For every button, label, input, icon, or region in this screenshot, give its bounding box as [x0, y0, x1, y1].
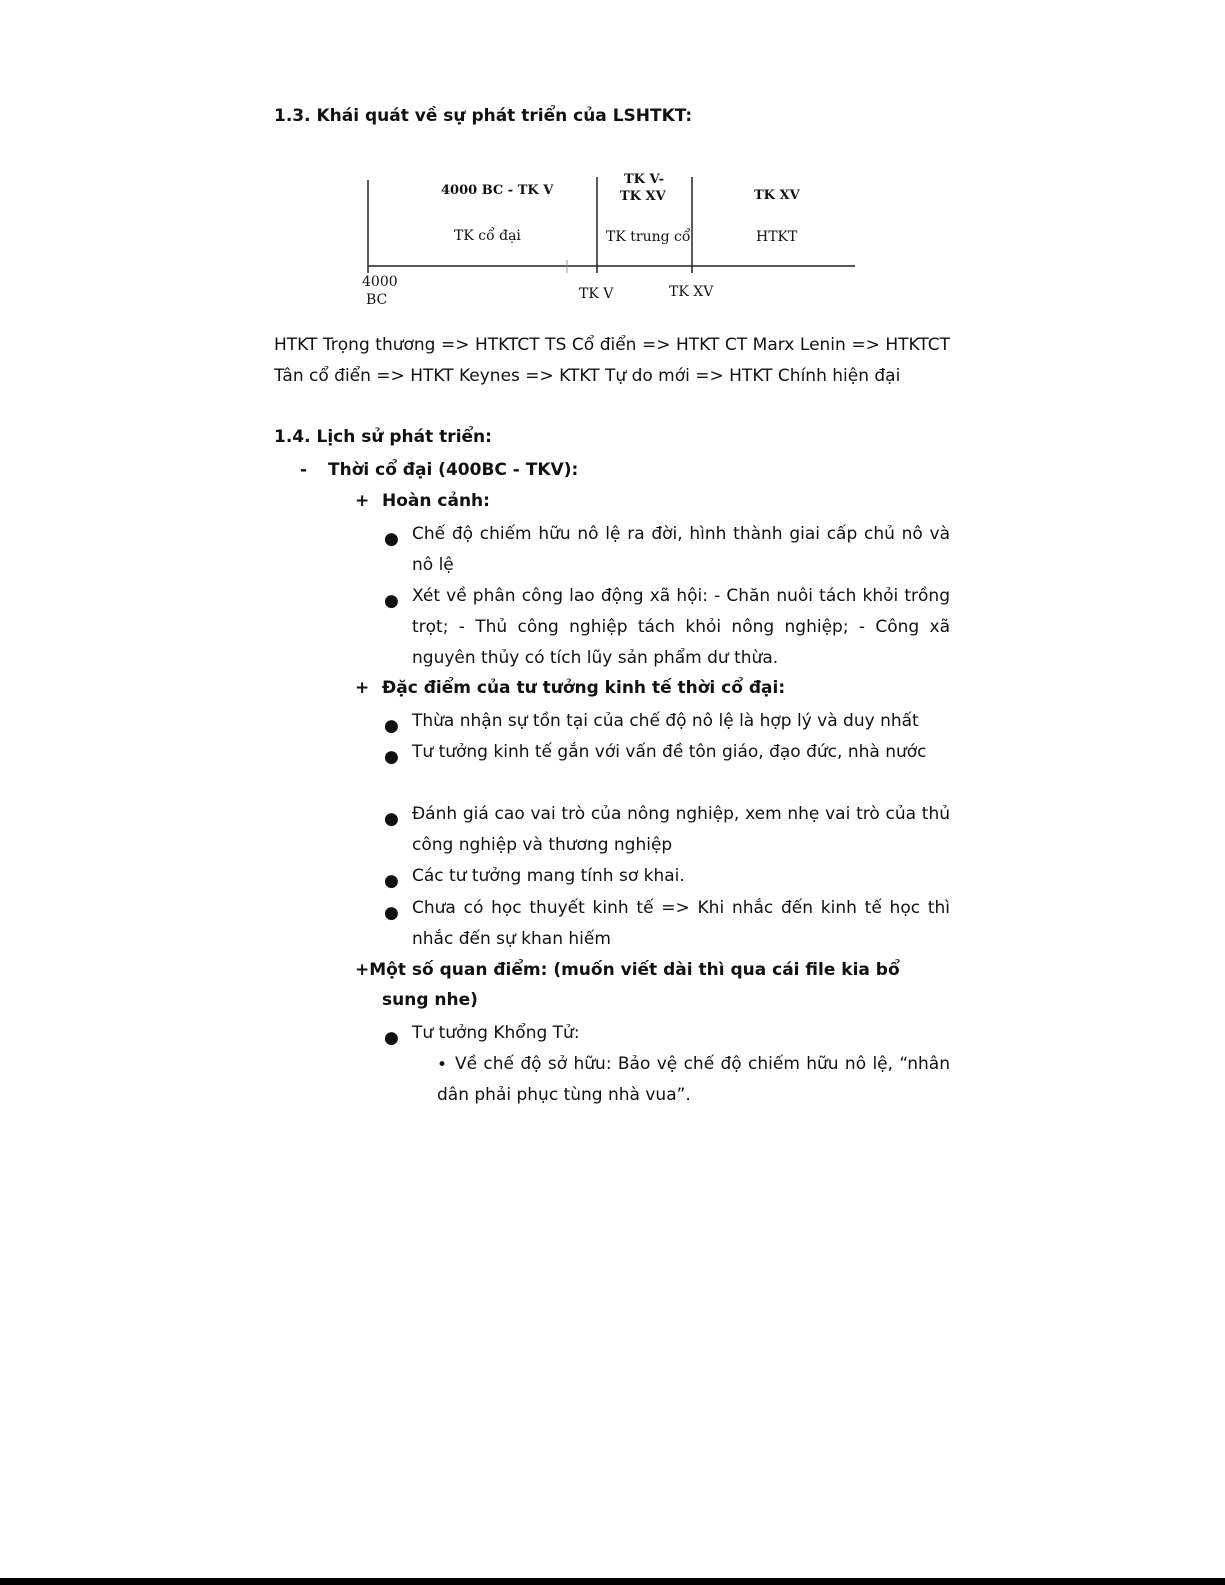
theory-flow-paragraph: HTKT Trọng thương => HTKTCT TS Cổ điển => HTKT CT Marx Lenin => HTKTCT Tân cổ điển => HTKT Keynes => KTKT Tự do mới => HTKT Chính hiện đại	[274, 335, 950, 386]
period-range-medieval-line2: TK XV	[620, 189, 666, 204]
viewpoint-label: Tư tưởng Khổng Tử:	[412, 1023, 580, 1043]
context-item: Xét về phân công lao động xã hội: - Chăn nuôi tách khỏi trồng trọt; - Thủ công nghiệp tách khỏi nông nghiệp; - Công xã nguyên thủy có tích lũy sản phẩm dư thừa.	[412, 586, 950, 668]
bullet-icon: ●	[384, 716, 399, 736]
bullet-icon: ●	[384, 529, 399, 549]
sub-bullet-icon: •	[437, 1055, 448, 1075]
viewpoint-sub-item: Về chế độ sở hữu: Bảo vệ chế độ chiếm hữu nô lệ, “nhân dân phải phục tùng nhà vua”.	[437, 1054, 950, 1105]
period-name-medieval: TK trung cổ	[606, 229, 691, 245]
axis-label-tkv: TK V	[579, 286, 614, 302]
plus-marker: +	[355, 678, 370, 698]
features-heading: Đặc điểm của tư tưởng kinh tế thời cổ đại:	[382, 678, 786, 698]
axis-label-start-line1: 4000	[362, 274, 398, 290]
bullet-icon: ●	[384, 747, 399, 767]
feature-item: Thừa nhận sự tồn tại của chế độ nô lệ là hợp lý và duy nhất	[412, 711, 919, 731]
axis-label-tkxv: TK XV	[669, 284, 714, 300]
plus-marker: +	[355, 491, 370, 511]
period-heading: Thời cổ đại (400BC - TKV):	[328, 460, 579, 480]
feature-item: Các tư tưởng mang tính sơ khai.	[412, 866, 685, 886]
feature-item: Chưa có học thuyết kinh tế => Khi nhắc đến kinh tế học thì nhắc đến sự khan hiếm	[412, 898, 950, 949]
axis-label-start-line2: BC	[366, 292, 388, 308]
bullet-icon: ●	[384, 903, 399, 923]
section-heading-1-4: 1.4. Lịch sử phát triển:	[274, 427, 492, 447]
bullet-icon: ●	[384, 871, 399, 891]
bullet-icon: ●	[384, 1028, 399, 1048]
bullet-icon: ●	[384, 809, 399, 829]
feature-item: Đánh giá cao vai trò của nông nghiệp, xem nhẹ vai trò của thủ công nghiệp và thương nghiệp	[412, 804, 950, 855]
period-range-medieval-line1: TK V-	[624, 172, 665, 187]
period-name-ancient: TK cổ đại	[454, 228, 521, 244]
bullet-icon: ●	[384, 591, 399, 611]
period-name-modern: HTKT	[756, 229, 798, 245]
section-heading-1-3: 1.3. Khái quát về sự phát triển của LSHTKT:	[274, 106, 693, 126]
dash-marker: -	[300, 460, 308, 480]
timeline-diagram	[355, 165, 875, 315]
period-range-ancient: 4000 BC - TK V	[441, 183, 554, 198]
context-item: Chế độ chiếm hữu nô lệ ra đời, hình thành giai cấp chủ nô và nô lệ	[412, 524, 950, 575]
period-range-modern: TK XV	[754, 188, 800, 203]
feature-item: Tư tưởng kinh tế gắn với vấn đề tôn giáo, đạo đức, nhà nước	[412, 742, 927, 762]
context-heading: Hoàn cảnh:	[382, 491, 490, 511]
viewpoints-heading-line2: sung nhe)	[382, 990, 478, 1010]
viewpoints-heading-line1: +Một số quan điểm: (muốn viết dài thì qua cái file kia bổ	[355, 960, 900, 980]
page-bottom-border	[0, 1578, 1225, 1585]
